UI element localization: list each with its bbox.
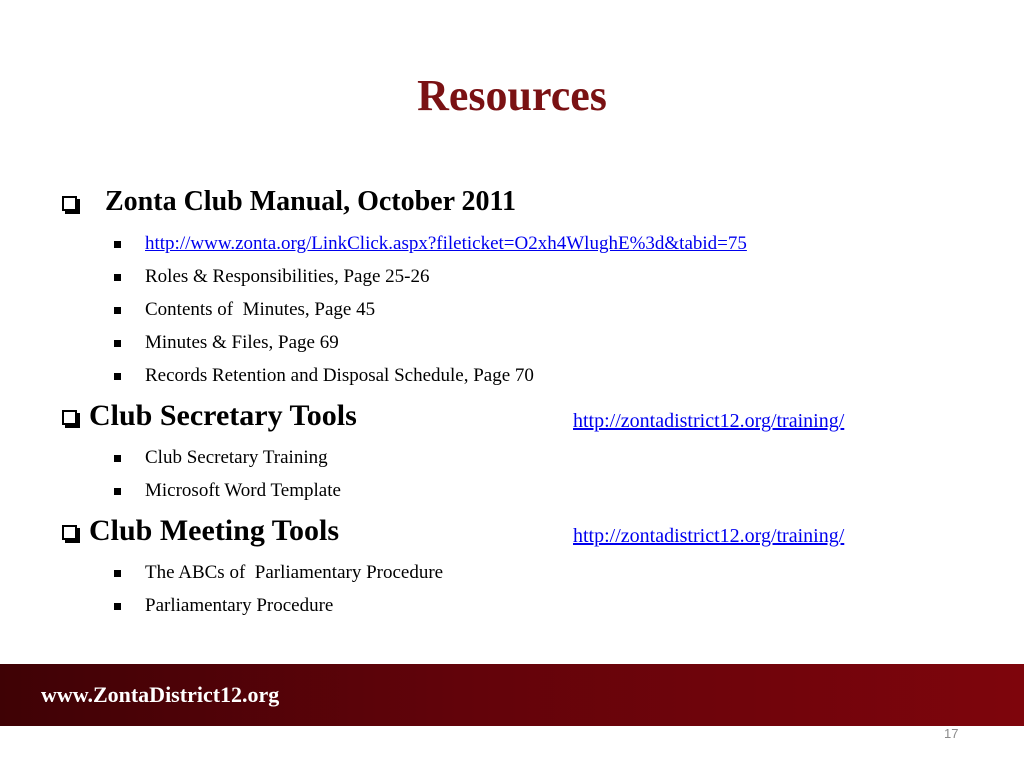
- page-number: 17: [944, 726, 959, 741]
- slide-title: Resources: [417, 71, 607, 120]
- square-bullet-icon: [114, 488, 121, 495]
- section-heading-meeting-tools: [62, 514, 339, 548]
- checkbox-square-icon: [62, 196, 77, 211]
- list-item: [114, 480, 341, 502]
- list-item-label: Club Secretary Training: [145, 447, 328, 468]
- square-bullet-icon: [114, 603, 121, 610]
- list-item[interactable]: [114, 233, 747, 255]
- square-bullet-icon: [114, 307, 121, 314]
- footer-bar: [0, 664, 1024, 726]
- list-item: [114, 266, 429, 288]
- secretary-tools-link[interactable]: http://zontadistrict12.org/training/: [573, 410, 845, 432]
- list-item-label: Roles & Responsibilities, Page 25-26: [145, 266, 430, 287]
- list-item: [114, 447, 328, 469]
- list-item-label: Contents of Minutes, Page 45: [145, 299, 376, 320]
- list-item: [114, 595, 333, 617]
- list-item: [114, 562, 443, 584]
- list-item-label: Minutes & Files, Page 69: [145, 332, 339, 353]
- square-bullet-icon: [114, 241, 121, 248]
- list-item-label: Parliamentary Procedure: [145, 595, 334, 616]
- section-heading-label: Club Secretary Tools: [89, 399, 357, 432]
- square-bullet-icon: [114, 373, 121, 380]
- manual-link[interactable]: http://www.zonta.org/LinkClick.aspx?fileticket=O2xh4WlughE%3d&tabid=75: [145, 233, 747, 254]
- section-heading-secretary-tools: [62, 399, 357, 433]
- list-item-label: Microsoft Word Template: [145, 480, 341, 501]
- section-heading-label: Zonta Club Manual, October 2011: [105, 186, 516, 217]
- list-item: [114, 299, 375, 321]
- square-bullet-icon: [114, 570, 121, 577]
- list-item-label: The ABCs of Parliamentary Procedure: [145, 562, 444, 583]
- list-item: [114, 365, 534, 387]
- section-heading-club-manual: [62, 186, 516, 218]
- square-bullet-icon: [114, 455, 121, 462]
- checkbox-square-icon: [62, 410, 77, 425]
- list-item: [114, 332, 339, 354]
- section-heading-label: Club Meeting Tools: [89, 514, 340, 547]
- footer-website: www.ZontaDistrict12.org: [41, 682, 280, 707]
- square-bullet-icon: [114, 274, 121, 281]
- checkbox-square-icon: [62, 525, 77, 540]
- square-bullet-icon: [114, 340, 121, 347]
- list-item-label: Records Retention and Disposal Schedule, Page 70: [145, 365, 534, 386]
- meeting-tools-link[interactable]: http://zontadistrict12.org/training/: [573, 525, 845, 547]
